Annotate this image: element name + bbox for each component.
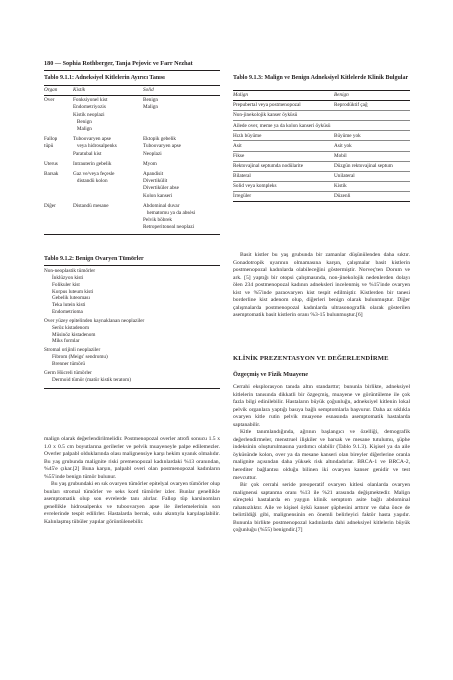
cell-organ-line: Fallop xyxy=(44,136,58,143)
cell-kistik xyxy=(73,203,143,232)
cell-kistik-line: veya hidrosalpenks xyxy=(73,143,117,150)
table2-item: Korpus luteum kisti xyxy=(52,288,94,295)
cell-solid-line: Kolon kanseri xyxy=(143,192,173,199)
table2-group-title: Germ Hücreli tümörler xyxy=(44,369,92,376)
cell-kistik xyxy=(73,97,143,133)
cell-malign: İrregüler xyxy=(233,193,252,200)
cell-kistik-line: Endometriyozis xyxy=(73,104,106,111)
table2-item: Brenner tümörü xyxy=(52,360,85,367)
cell-malign: Rektovajinal septumda nodülarite xyxy=(233,162,304,169)
cell-organ xyxy=(44,171,73,200)
table3-col-benign: Benign xyxy=(334,92,349,99)
cell-kistik-line: Tuboovaryen apse xyxy=(73,136,111,143)
cell-kistik xyxy=(73,161,143,168)
table-row xyxy=(233,131,410,141)
cell-solid-line: hematomu ya da absėsi xyxy=(143,210,196,217)
cell-organ-line: tüpü xyxy=(44,143,54,150)
running-header: 180 — Sophia Rothberger, Tanja Pejovic ve Farr Nezhat xyxy=(44,60,193,67)
cell-malign: Hızlı büyüme xyxy=(233,132,262,139)
cell-solid-line: Divertiküler abse xyxy=(143,185,179,192)
table2-group xyxy=(44,268,220,316)
table-row xyxy=(44,160,220,170)
paragraph: Bu yaş grubundaki en sık ovaryen tümörler epitelyal ovaryen tümörler olup bunları stromal tümörler ve seks kord tümörler izler. Bunlar genellikle asemptomatik olup son evrelerde tanı alırlar. Fallop tüp karsinomları genellikle hidrosalpenks ve tuboovaryen apse ile ilerlemelerinin son evrelerinde tespit edilirler. Hastalarda berrak, sulu akıntıyla karşılaşılabilir. Kalınlaşmış tübüler yapılar görüntülenebilir. xyxy=(44,481,221,525)
cell-organ xyxy=(44,161,73,168)
section-title: KLİNİK PREZENTASYON VE DEĞERLENDİRME xyxy=(233,355,389,362)
table-row xyxy=(233,162,410,172)
table1 xyxy=(44,85,220,235)
cell-benign: Düzgün rektovajinal septum xyxy=(334,162,393,169)
table2-group-title: Over yüzey epitelinden kaynaklanan neoplaziler xyxy=(44,317,145,324)
cell-kistik-line: Gaz ve/veya feçesle xyxy=(73,171,115,178)
cell-solid-line: Tuboovaryen apse xyxy=(143,143,181,150)
cell-solid xyxy=(143,97,220,133)
cell-solid-line: Ektopik gebelik xyxy=(143,136,176,143)
cell-kistik-line: Fonksiyonel kist xyxy=(73,97,108,104)
table-row xyxy=(233,192,410,201)
table1-header-row xyxy=(44,86,220,96)
cell-organ-line: Uterus xyxy=(44,160,58,167)
table-row xyxy=(44,135,220,160)
table-row xyxy=(44,202,220,234)
right-body-text-1 xyxy=(233,252,410,320)
cell-kistik xyxy=(73,171,143,200)
cell-kistik-line: Benign xyxy=(73,118,92,125)
table2-group xyxy=(44,318,220,345)
table2 xyxy=(44,265,220,389)
table-row xyxy=(233,152,410,162)
cell-organ-line: Diğer xyxy=(44,202,56,209)
table2-item: Folikuler kist xyxy=(52,281,80,288)
cell-kistik-line: Distandü mesane xyxy=(73,202,109,209)
paragraph: Cerrahi eksplorasyon tanıda altın standarttır; bununla birlikte, adneksiyel kitlelerin tanısında dikkatli bir özgeçmiş, muayene ve görüntüleme ile çok fazla bilgi edinilebilir. Hastaların büyük çoğunluğu, adneksiyel kitlenin lokal pelvik organlara yaptığı basıya bağlı semptomlarla başvurur. Daha az sıklıkla ovaryen kitle rutin pelvik muayene esnasında asemptomatik hastalarda saptanabilir. xyxy=(233,384,410,428)
cell-solid xyxy=(143,203,220,232)
cell-malign: Non-jinekolojik kanser öyküsü xyxy=(233,112,298,119)
table1-col-organ: Organ xyxy=(44,87,58,93)
cell-malign: Asit xyxy=(233,142,242,149)
table2-group-title: Stromal orijinli neoplaziler xyxy=(44,347,101,354)
cell-benign: Unilateral xyxy=(334,173,355,180)
cell-organ-line: Over xyxy=(44,97,55,104)
header-rule xyxy=(44,70,220,71)
cell-solid-line: Apandisit xyxy=(143,171,164,178)
cell-kistik-line: Kistik neoplazi xyxy=(73,111,105,118)
cell-solid-line: Myom xyxy=(143,160,157,167)
table2-item: Endometrioma xyxy=(52,309,83,316)
table2-caption: Tablo 9.1.2: Benign Ovaryen Tümörler xyxy=(44,256,144,262)
cell-solid-line: Malign xyxy=(143,104,158,111)
table-row xyxy=(233,172,410,182)
cell-malign: Prepubertal veya postmenopozal xyxy=(233,102,301,109)
table-row xyxy=(233,101,410,111)
cell-benign: Büyüme yok xyxy=(334,132,361,139)
cell-organ-line: Barsak xyxy=(44,171,59,178)
table-row xyxy=(233,121,410,131)
cell-organ xyxy=(44,136,73,158)
table2-item: Müsinöz kistadenom xyxy=(52,331,96,338)
cell-solid-line: Divertikülit xyxy=(143,178,168,185)
table2-item: Seröz kistadenom xyxy=(52,324,90,331)
table2-item: Teka lutein kisti xyxy=(52,302,86,309)
cell-malign: Solid veya kompleks xyxy=(233,183,277,190)
table2-group xyxy=(44,370,220,384)
cell-kistik-line: distandü kolon xyxy=(73,178,108,185)
paragraph: malign olarak değerlendirilmelidir. Postmenopozal overler atrofi sonucu 1.5 x 1.0 x 0.5 cm boyutlarına gerilerler ve pelvik muayeneyle palpe edilemezler. Overler palpabl olduklarında olası malignensiye karşı hekim uyanık olmalıdır. Bu yaş grubunda malignite riski premenopozal kadınlardaki %13 oranından, %45'e çıkar.[2] Buna karşın, palpabl overi olan postmenopozal kadınların %55'inde benign tümör bulunur. xyxy=(44,436,220,480)
paragraph: Basit kistler bu yaş grubunda bir zamanlar düşünülenden daha sıktır. Gonadotropik uyarının olmamasına karşın, çalışmalar basit kistlerin postmenopozal kadınlarda olabileceğini göstermiştir. Norveç'ten Dorum ve ark. [5] yaptığı bir otopsi çalışmasında, non-jinekolojik nedenlerden dolayı ölen 234 postmenopozal kadının adneksleri incelenmiş ve %15'inde ovaryen kist ve %5'inde paraovaryen kist tespit edilmiştir. Kistlerden bir tanesi borderline kist adenom olup, diğerleri benign olarak bulunmuştur. Diğer çalışmalarda postmenopozal kadınlarda ultrasonografik olarak gösterilen asemptomatik basit kistlerin oranı %3-15 bulunmuştur.[6] xyxy=(233,252,410,319)
cell-malign: Fikse xyxy=(233,152,245,159)
table1-col-solid: Solid xyxy=(143,87,154,93)
cell-organ xyxy=(44,203,73,232)
cell-benign: Mobil xyxy=(334,152,347,159)
paragraph: Kitle tanımlandığında, ağrının başlangıcı ve özelliği, demografik değerlendirmeler, menstruel ilişkiler ve barsak ve mesane tutulumu, şüphe indeksinin oluşturulmasına yardımcı olabilir (Tablo 9.1.3). Kişisel ya da aile öyküsünde kolon, over ya da mesane kanseri olan bireyler diğerlerine oranla malignite açısından daha yüksek risk altındadırlar. BRCA-1 ve BRCA-2, herediter bağlantısı olduğu bilinen iki ovaryen kanser genidir ve test mevcuttur. xyxy=(233,429,410,481)
cell-benign: Kistik xyxy=(334,183,347,190)
table2-group xyxy=(44,347,220,368)
table2-item: Fibrom (Meigs' sendromu) xyxy=(52,354,108,361)
subsection-title: Özgeçmiş ve Fizik Muayene xyxy=(233,371,309,378)
table1-col-kistik: Kistik xyxy=(73,87,86,93)
cell-kistik-line: Intrauterin gebelik xyxy=(73,160,112,167)
table-row xyxy=(44,96,220,135)
table-row xyxy=(233,141,410,151)
cell-solid xyxy=(143,171,220,200)
table1-caption: Tablo 9.1.1: Adneksiyel Kitlelerin Ayırıcı Tanısı xyxy=(44,75,165,81)
table2-item: İnklüzyon kisti xyxy=(52,274,84,281)
table2-item: Miks formlar xyxy=(52,338,80,345)
cell-solid xyxy=(143,136,220,158)
paragraph: Bir çok cerrahi seride preoperatif ovaryen kitlesi olanlarda ovaryen malignensi saptanma oranı %13 ile %21 arasında değişmektedir. Malign süreçteki hastalarda en yaygın klinik semptom asite bağlı abdominal rahatsızlıktır. Aile ve kişisel öykü kanser şüphesini arttırır ve daha önce de belirtildiği gibi, malignensinin en önemli belirleyici faktör hasta yaşıdır. Bununla birlikte postmenopozal kadınlarda dahi adneksiyel kitlelerin büyük çoğunluğu (%55) benigndir.[7] xyxy=(233,482,410,534)
cell-benign: Asit yok xyxy=(334,142,352,149)
cell-solid-line: Pelvik böbrek xyxy=(143,217,172,224)
cell-malign: Ailede over, meme ya da kolon kanseri öyküsü xyxy=(233,122,331,129)
table2-item: Dermoid tümör (matür kistik teratom) xyxy=(52,376,131,383)
cell-kistik xyxy=(73,136,143,158)
cell-solid-line: Neoplazi xyxy=(143,150,162,157)
table-row xyxy=(233,111,410,121)
cell-solid xyxy=(143,161,220,168)
table2-item: Gebelik luteoması xyxy=(52,295,90,302)
cell-benign xyxy=(334,112,410,119)
table3 xyxy=(233,90,410,202)
cell-benign: Reprodüktif çağ xyxy=(334,102,368,109)
table2-group-title: Non-neoplastik tümörler xyxy=(44,268,96,274)
cell-kistik-line: Paratubal kist xyxy=(73,150,102,157)
cell-solid-line: Abdominal duvar xyxy=(143,202,180,209)
table3-col-malign: Malign xyxy=(233,92,248,99)
table-row xyxy=(44,170,220,202)
right-body-text-2 xyxy=(233,384,410,535)
cell-benign xyxy=(334,123,410,130)
table3-header-row xyxy=(233,91,410,101)
cell-solid-line: Benign xyxy=(143,97,158,104)
cell-malign: Bilateral xyxy=(233,173,251,180)
table-row xyxy=(233,182,410,192)
left-body-text xyxy=(44,436,220,526)
cell-solid-line: Retroperitoneal neoplazi xyxy=(143,224,195,231)
cell-kistik-line: Malign xyxy=(73,126,92,133)
table3-caption: Tablo 9.1.3: Malign ve Benign Adneksiyel Kitlelerde Klinik Bulgular xyxy=(233,75,409,81)
cell-benign: Düzenli xyxy=(334,193,351,200)
table1-body xyxy=(44,96,220,233)
cell-organ xyxy=(44,97,73,133)
